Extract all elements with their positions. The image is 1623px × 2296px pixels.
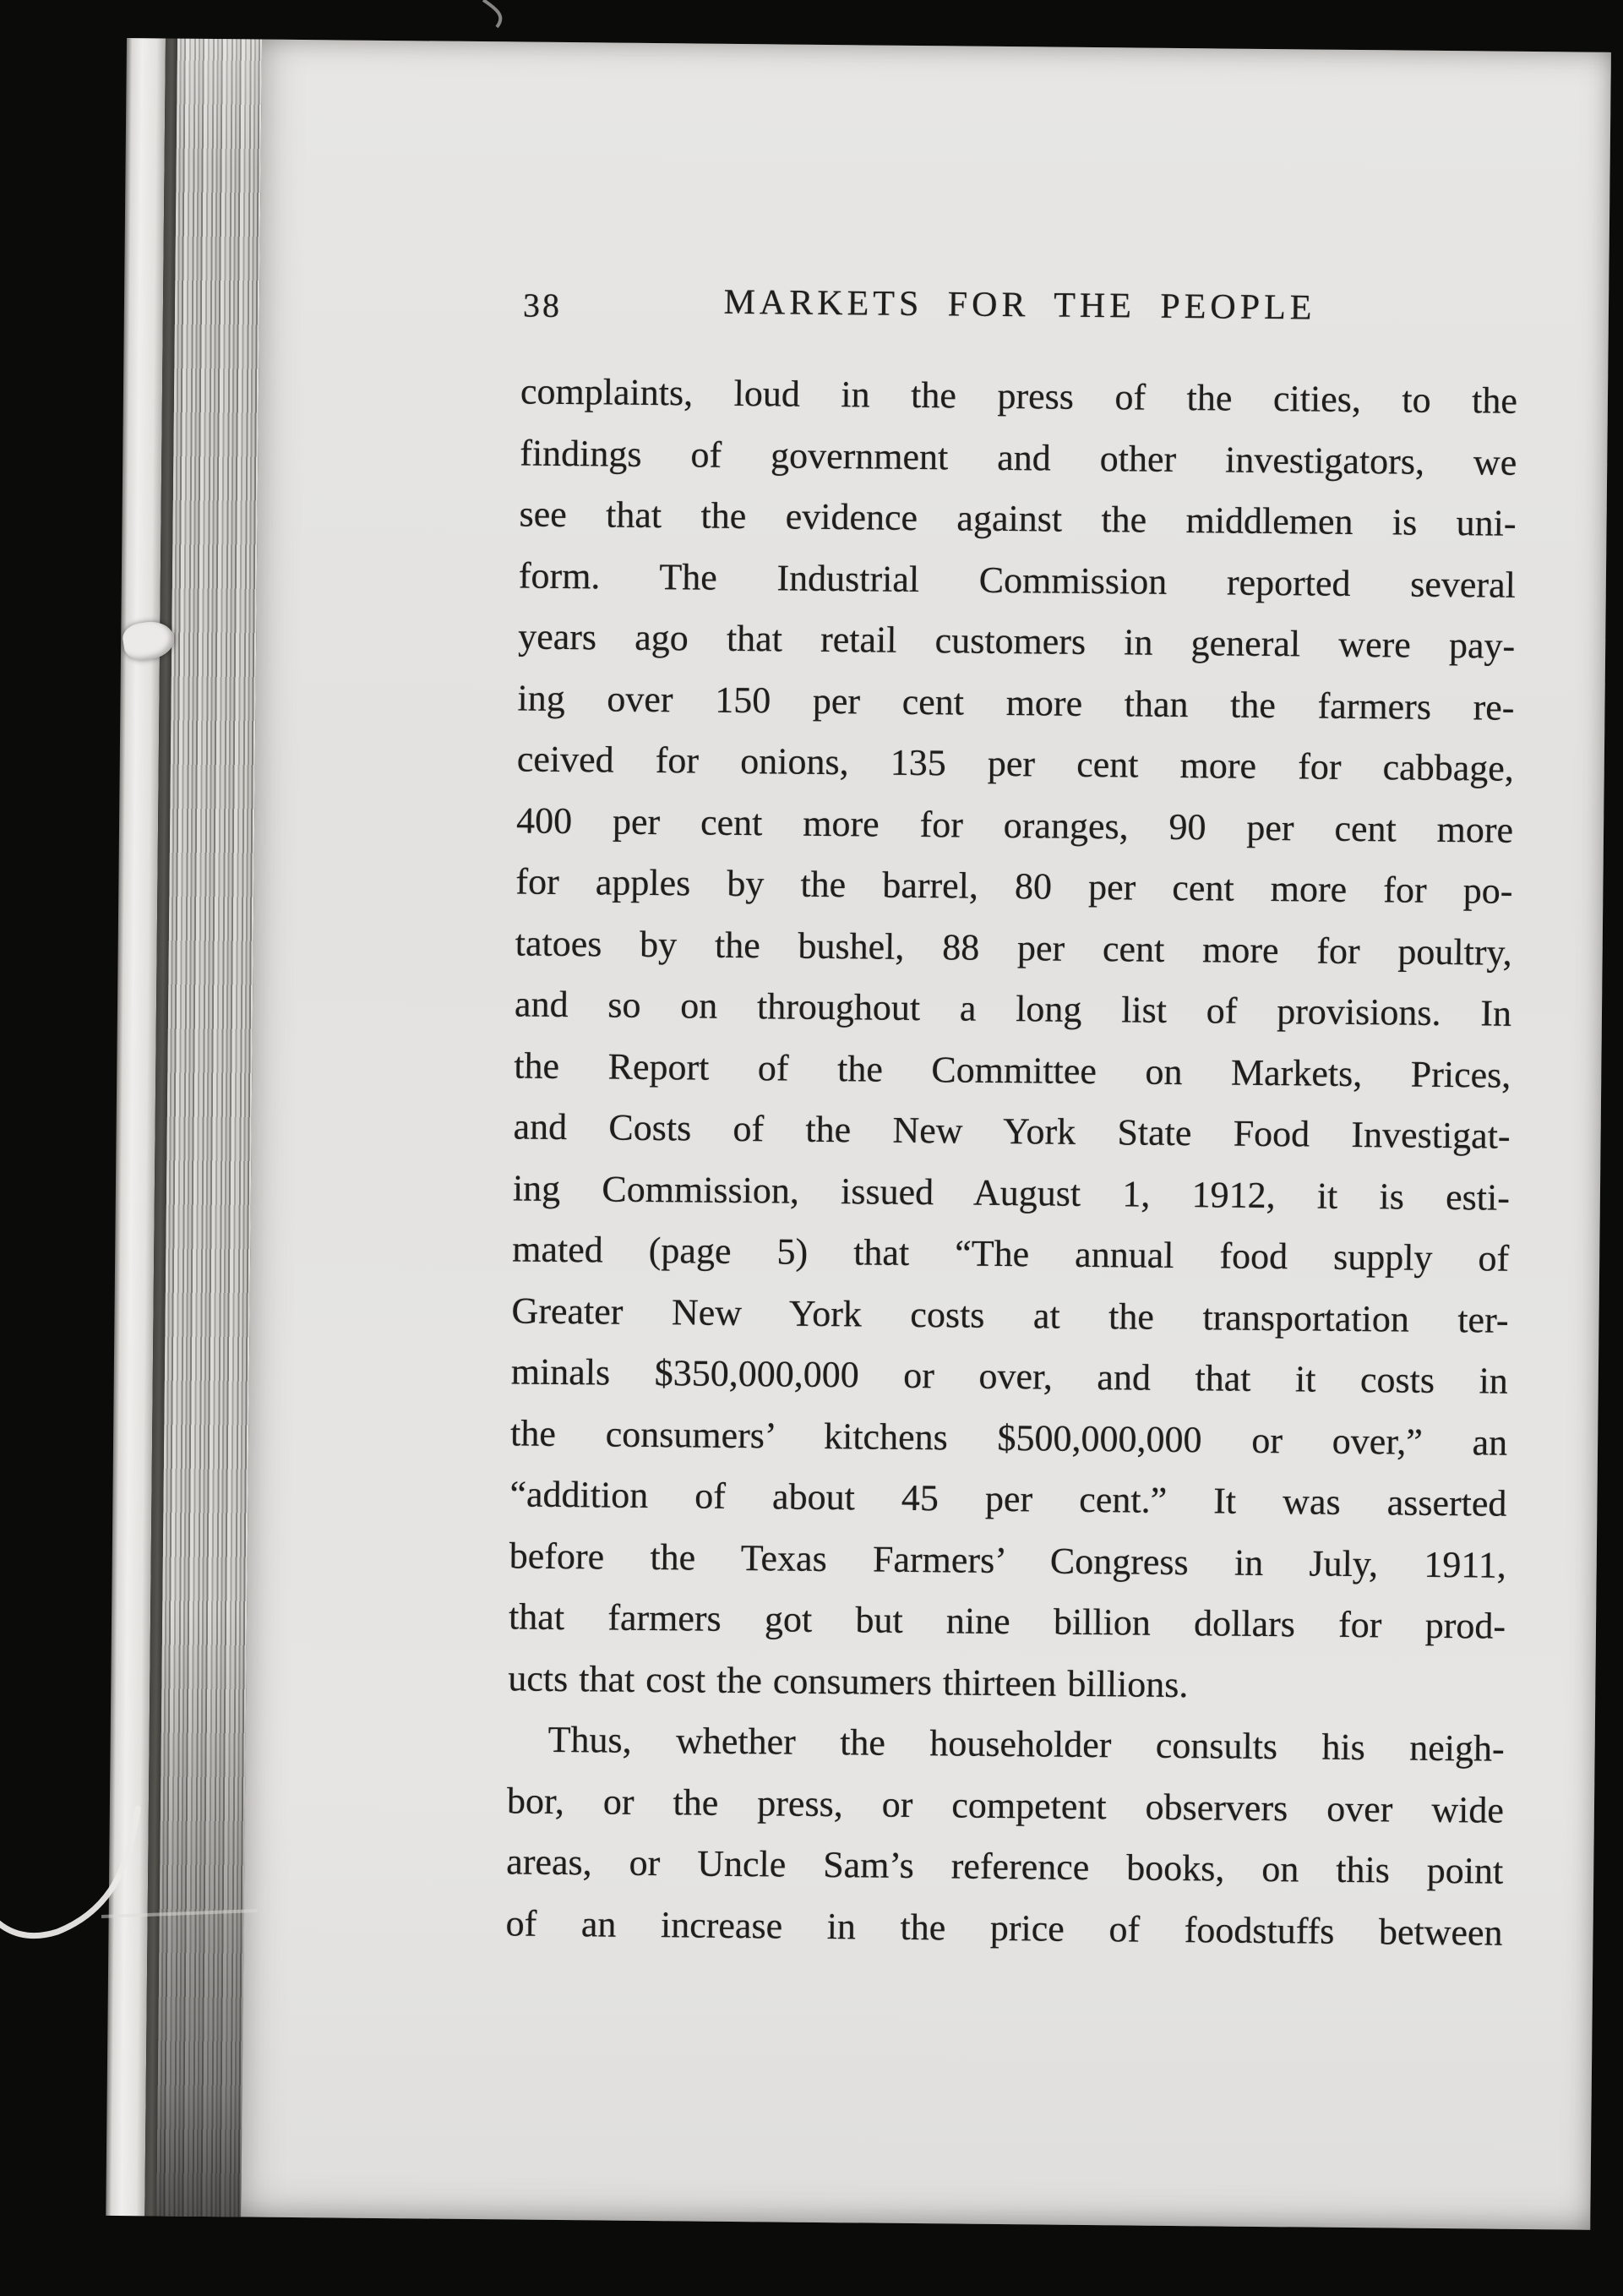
text-line: mated (page 5) that “The annual food supply of [512,1228,1510,1279]
text-line: Greater New York costs at the transportation ter- [511,1289,1509,1341]
text-line: ucts that cost the consumers thirteen billions. [508,1656,1189,1705]
text-line: ceived for onions, 135 per cent more for cabbage, [516,738,1515,789]
text-line: ing Commission, issued August 1, 1912, it is esti- [512,1166,1511,1219]
body-text [505,361,1517,1963]
text-line: minals $350,000,000 or over, and that it costs in [510,1350,1509,1402]
book-page [241,40,1611,2230]
text-line: for apples by the barrel, 80 per cent more for po- [515,860,1513,912]
text-line: the consumers’ kitchens $500,000,000 or over,” an [509,1411,1508,1464]
text-line: and so on throughout a long list of provisions. In [514,983,1512,1034]
text-line: “addition of about 45 per cent.” It was asserted [509,1473,1507,1524]
text-line: see that the evidence against the middlemen is uni- [519,493,1517,544]
page-stack-edge [106,38,262,2217]
text-line: ing over 150 per cent more than the farmers re- [517,676,1515,728]
running-title: MARKETS FOR THE PEOPLE [723,282,1316,328]
text-line: 400 per cent more for oranges, 90 per cent more [515,799,1514,851]
text-line: and Costs of the New York State Food Investigat- [513,1105,1511,1157]
text-line: before the Texas Farmers’ Congress in July, 1911, [509,1534,1506,1586]
text-line: tatoes by the bushel, 88 per cent more for poultry, [515,921,1512,973]
page-header [521,280,1519,338]
text-line: years ago that retail customers in general were pay- [517,615,1516,667]
text-line: that farmers got but nine billion dollars for prod- [508,1595,1506,1647]
page-number: 38 [522,286,563,324]
text-line: the Report of the Committee on Markets, Prices, [514,1044,1511,1096]
text-line: bor, or the press, or competent observers over wide [506,1779,1505,1831]
text-line: of an increase in the price of foodstuffs between [505,1901,1503,1954]
book-page-container [106,38,1611,2230]
text-line: areas, or Uncle Sam’s reference books, on this point [506,1841,1504,1892]
text-line: Thus, whether the householder consults his neigh- [547,1718,1505,1770]
text-line: complaints, loud in the press of the cities, to the [520,370,1518,422]
text-line: findings of government and other investigators, we [520,431,1517,483]
text-line: form. The Industrial Commission reported several [518,554,1517,606]
